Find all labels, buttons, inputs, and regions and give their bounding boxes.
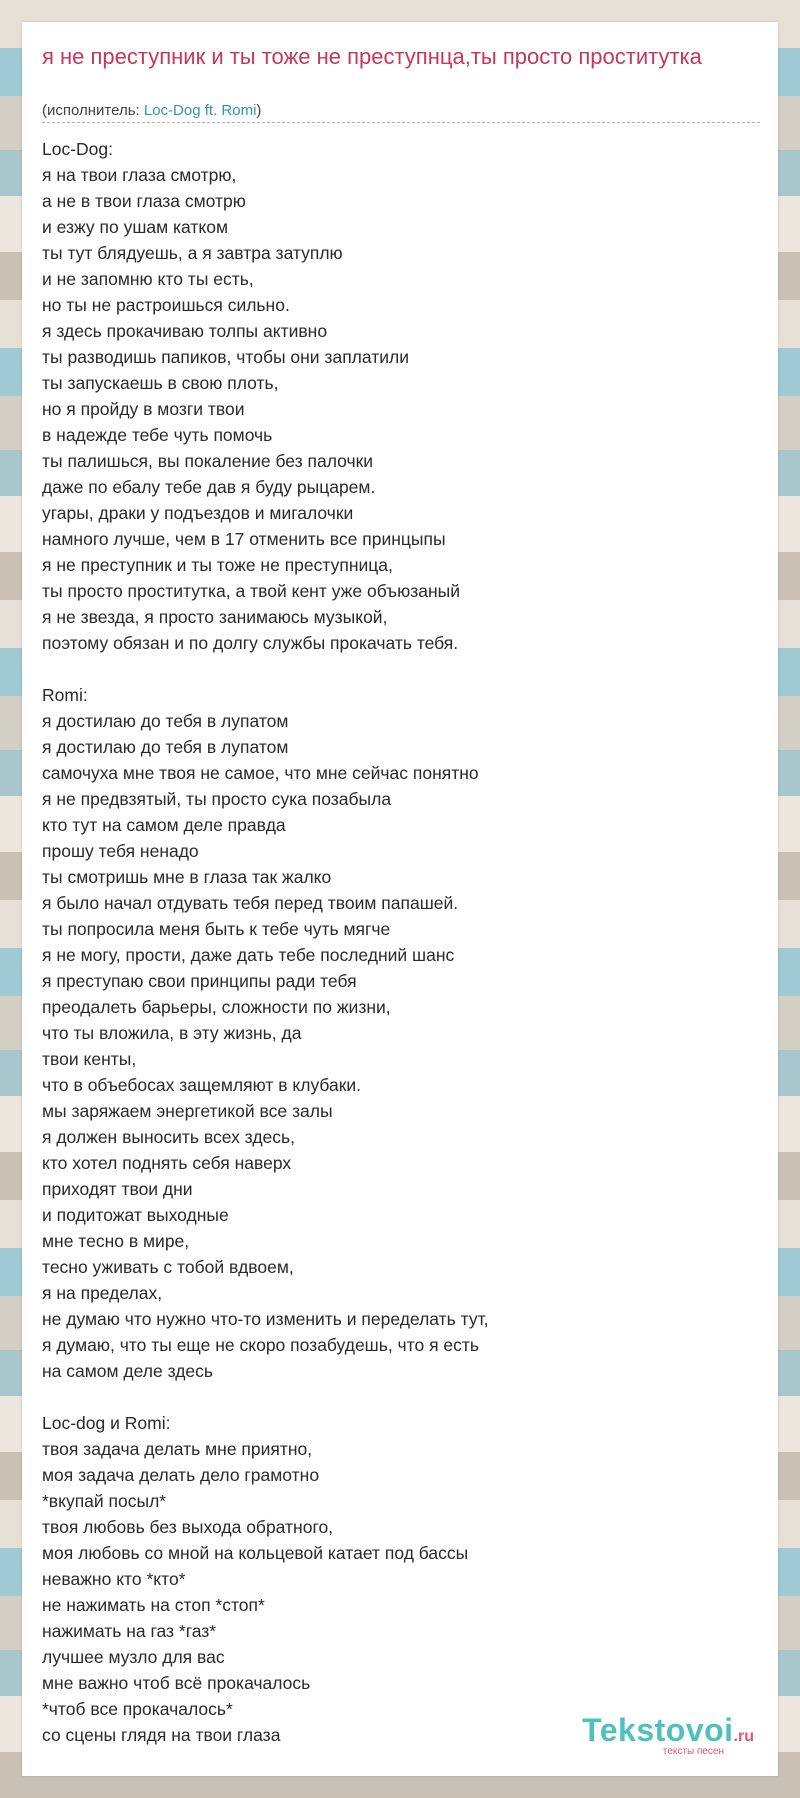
lyric-line: ты палишься, вы покаление без палочки — [42, 451, 374, 471]
lyric-line: твоя любовь без выхода обратного, — [42, 1517, 334, 1537]
lyric-line: со сцены глядя на твои глаза — [42, 1725, 281, 1745]
lyric-line: неважно кто *кто* — [42, 1569, 186, 1589]
lyric-line: ты просто проститутка, а твой кент уже объюзаный — [42, 581, 460, 601]
lyric-line: мне тесно в мире, — [42, 1231, 190, 1251]
lyric-line: я достилаю до тебя в лупатом — [42, 737, 289, 757]
lyric-line: я не преступник и ты тоже не преступница, — [42, 555, 393, 575]
logo-tld: .ru — [733, 1728, 754, 1745]
logo-wordmark: Tekstovoi — [582, 1712, 734, 1748]
lyric-line: кто хотел поднять себя наверх — [42, 1153, 292, 1173]
lyric-line: ты разводишь папиков, чтобы они заплатили — [42, 347, 410, 367]
lyric-line: даже по ебалу тебе дав я буду рыцарем. — [42, 477, 376, 497]
artist-suffix: ) — [256, 102, 262, 119]
lyric-line: на самом деле здесь — [42, 1361, 214, 1381]
lyric-line: прошу тебя ненадо — [42, 841, 199, 861]
lyric-line: я здесь прокачиваю толпы активно — [42, 321, 328, 341]
lyric-blank-line — [42, 1384, 762, 1410]
lyric-line: лучшее музло для вас — [42, 1647, 225, 1667]
lyric-line: твоя задача делать мне приятно, — [42, 1439, 313, 1459]
lyric-line: *чтоб все прокачалось* — [42, 1699, 233, 1719]
lyric-line: я не предвзятый, ты просто сука позабыла — [42, 789, 392, 809]
lyrics-card — [22, 22, 778, 1776]
lyric-line: я преступаю свои принципы ради тебя — [42, 971, 357, 991]
lyric-line: Romi: — [42, 685, 88, 705]
lyric-line: Loc-dog и Romi: — [42, 1413, 171, 1433]
artist-prefix: (исполнитель: — [42, 102, 144, 119]
lyric-line: в надежде тебе чуть помочь — [42, 425, 273, 445]
lyric-line: тесно уживать с тобой вдвоем, — [42, 1257, 294, 1277]
lyric-line: ты тут блядуешь, а я завтра затуплю — [42, 243, 343, 263]
lyric-line: я думаю, что ты еще не скоро позабудешь, что я есть — [42, 1335, 480, 1355]
lyric-line: твои кенты, — [42, 1049, 137, 1069]
lyric-line: не нажимать на стоп *стоп* — [42, 1595, 265, 1615]
divider — [42, 122, 760, 123]
artist-link[interactable]: Loc-Dog ft. Romi — [143, 102, 257, 119]
lyric-line: Loc-Dog: — [42, 139, 114, 159]
lyric-line: я не звезда, я просто занимаюсь музыкой, — [42, 607, 388, 627]
lyric-line: но я пройду в мозги твои — [42, 399, 245, 419]
lyric-line: я не могу, прости, даже дать тебе последний шанс — [42, 945, 455, 965]
lyric-line: но ты не растроишься сильно. — [42, 295, 290, 315]
lyric-line: ты смотришь мне в глаза так жалко — [42, 867, 332, 887]
lyric-line: моя задача делать дело грамотно — [42, 1465, 320, 1485]
lyric-line: намного лучше, чем в 17 отменить все принцыпы — [42, 529, 446, 549]
lyric-line: нажимать на газ *газ* — [42, 1621, 217, 1641]
lyric-blank-line — [42, 656, 762, 682]
lyric-line: и не запомню кто ты есть, — [42, 269, 254, 289]
lyric-line: я должен выносить всех здесь, — [42, 1127, 295, 1147]
lyric-line: угары, драки у подъездов и мигалочки — [42, 503, 354, 523]
lyric-line: ты попросила меня быть к тебе чуть мягче — [42, 919, 391, 939]
song-title: я не преступник и ты тоже не преступнца,ты просто проститутка — [42, 44, 702, 69]
lyric-line: я достилаю до тебя в лупатом — [42, 711, 289, 731]
lyric-line: преодалеть барьеры, сложности по жизни, — [42, 997, 391, 1017]
lyric-line: приходят твои дни — [42, 1179, 193, 1199]
logo-tagline: тексты песен — [662, 1746, 724, 1757]
site-logo[interactable] — [582, 1714, 754, 1758]
lyric-line: я на пределах, — [42, 1283, 163, 1303]
lyric-line: ты запускаешь в свою плоть, — [42, 373, 279, 393]
artist-line — [42, 102, 261, 120]
lyric-line: не думаю что нужно что-то изменить и переделать тут, — [42, 1309, 489, 1329]
lyric-line: и подитожат выходные — [42, 1205, 229, 1225]
lyric-line: что в объебосах защемляют в клубаки. — [42, 1075, 362, 1095]
lyric-line: поэтому обязан и по долгу службы прокачать тебя. — [42, 633, 459, 653]
lyrics-text — [42, 136, 762, 1748]
lyric-line: я было начал отдувать тебя перед твоим папашей. — [42, 893, 459, 913]
lyric-line: мы заряжаем энергетикой все залы — [42, 1101, 333, 1121]
lyric-line: что ты вложила, в эту жизнь, да — [42, 1023, 302, 1043]
lyric-line: самочуха мне твоя не самое, что мне сейчас понятно — [42, 763, 479, 783]
lyric-line: и езжу по ушам катком — [42, 217, 229, 237]
lyric-line: я на твои глаза смотрю, — [42, 165, 237, 185]
lyric-line: *вкупай посыл* — [42, 1491, 167, 1511]
lyric-line: а не в твои глаза смотрю — [42, 191, 246, 211]
lyric-line: мне важно чтоб всё прокачалось — [42, 1673, 311, 1693]
lyric-line: моя любовь со мной на кольцевой катает под бассы — [42, 1543, 469, 1563]
lyric-line: кто тут на самом деле правда — [42, 815, 286, 835]
